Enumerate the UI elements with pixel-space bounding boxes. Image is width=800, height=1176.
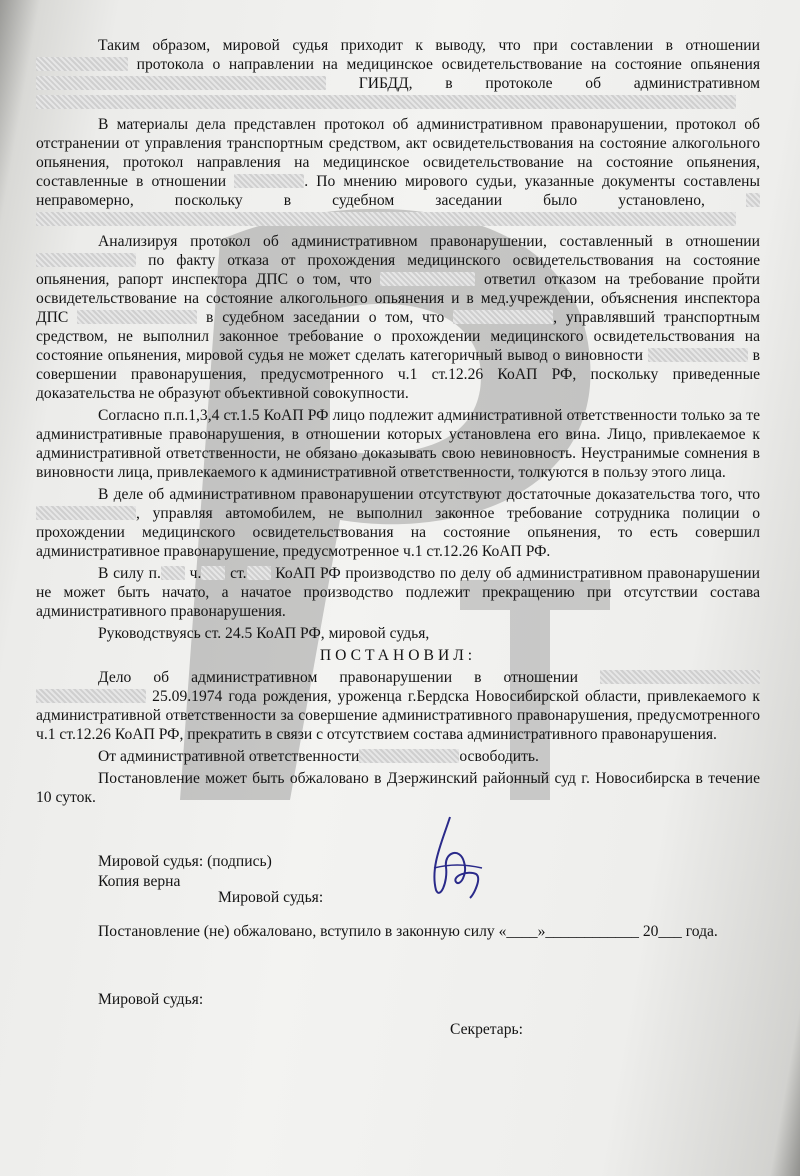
redaction	[36, 76, 326, 90]
text-segment: , управлявший транспортным средством, не выполнил законное требование о прохождении медицинского освидетельствования на состояние опьянения, мировой судья не может сделать категоричный вывод о виновности	[36, 309, 760, 364]
text-segment: ГИБДД, в протоколе об административном	[358, 75, 760, 92]
secretary-label: Секретарь:	[450, 1021, 523, 1038]
redaction	[359, 749, 459, 763]
judge-signed-line: Мировой судья: (подпись)	[98, 853, 272, 870]
text-segment: , управляя автомобилем, не выполнил законное требование сотрудника полиции о прохождении медицинского освидетельствования на состояние опьянения, то есть совершил административное правонарушение, предусмотренное ч.1 ст.12.26 КоАП РФ.	[36, 505, 760, 560]
text-segment: Анализируя протокол об административном правонарушении, составленный в отношении	[98, 233, 760, 250]
resolution-heading: ПОСТАНОВИЛ:	[319, 647, 477, 664]
document-body	[36, 36, 760, 810]
redaction	[36, 95, 736, 109]
text-segment: в совершении правонарушения, предусмотренного ч.1 ст.12.26 КоАП РФ, поскольку приведенные доказательства не образуют объективной совокупности.	[36, 347, 760, 402]
text-segment: протокола о направлении на медицинское освидетельствование на состояние опьянения	[136, 56, 760, 73]
redaction	[380, 272, 475, 286]
text-segment: ответил отказом на требование пройти освидетельствование на состояние алкогольного опьянения и в мед.учреждении, объяснения инспектора ДПС	[36, 271, 761, 326]
paragraph-5	[36, 485, 760, 561]
text-segment: Дело об административном правонарушении в отношении	[98, 669, 578, 686]
judge-signature	[420, 812, 490, 902]
redaction	[234, 174, 304, 188]
redaction	[161, 566, 185, 580]
redaction	[453, 310, 553, 324]
paragraph-4: Согласно п.п.1,3,4 ст.1.5 КоАП РФ лицо подлежит административной ответственности только за те административные правонарушения, в отношении которых установлена его вина. Лицо, привлекаемое к административной ответственности, не обязано доказывать свою невиновность. Неустранимые сомнения в виновности лица, привлекаемого к административной ответственности, толкуются в пользу этого лица.	[36, 407, 760, 481]
text-segment: В силу п.	[98, 565, 161, 582]
paragraph-8	[36, 668, 760, 744]
redaction	[36, 212, 736, 226]
text-segment: От административной ответственности	[98, 748, 360, 765]
paragraph-10: Постановление может быть обжаловано в Дзержинский районный суд г. Новосибирска в течение 10 суток.	[36, 770, 760, 806]
redaction	[201, 566, 225, 580]
text-segment: Таким образом, мировой судья приходит к выводу, что при составлении в отношении	[98, 37, 760, 54]
paragraph-6	[36, 564, 760, 621]
redaction	[36, 253, 136, 267]
redaction	[247, 566, 271, 580]
text-segment: ч.	[189, 565, 202, 582]
text-segment: В деле об административном правонарушении отсутствуют достаточные доказательства того, что	[98, 486, 760, 503]
paragraph-1	[36, 36, 760, 112]
text-segment: 25.09.1974 года рождения, уроженца г.Бердска Новосибирской области, привлекаемого к административной ответственности за совершение административного правонарушения, предусмотренного ч.1 ст.12.26 КоАП РФ, прекратить в связи с отсутствием состава административного правонарушения.	[36, 688, 760, 743]
paragraph-7: Руководствуясь ст. 24.5 КоАП РФ, мировой судья,	[98, 625, 430, 642]
redaction	[36, 506, 136, 520]
paragraph-3	[36, 232, 760, 403]
judge-label: Мировой судья:	[218, 889, 324, 906]
appeal-line: Постановление (не) обжаловано, вступило в законную силу «____»____________ 20___ года.	[98, 923, 718, 940]
redaction	[36, 689, 146, 703]
text-segment: В материалы дела представлен протокол об административном правонарушении, протокол об отстранении от управления транспортным средством, акт освидетельствования на состояние алкогольного опьянения, протокол направления на медицинское освидетельствование на состояние опьянения, составленные в отношении	[36, 116, 760, 190]
redaction	[648, 348, 748, 362]
text-segment: освободить.	[459, 748, 539, 765]
redaction	[746, 193, 760, 207]
text-segment: ст.	[230, 565, 247, 582]
copy-true-line: Копия верна	[98, 873, 181, 890]
judge-label-2: Мировой судья:	[98, 991, 204, 1008]
paragraph-2	[36, 115, 760, 229]
paragraph-9	[36, 747, 760, 766]
text-segment: КоАП РФ производство по делу об административном правонарушении не может быть начато, а начатое производство подлежит прекращению при отсутствии состава административного правонарушения.	[36, 565, 760, 620]
redaction	[77, 310, 197, 324]
text-segment: в судебном заседании о том, что	[206, 309, 445, 326]
text-segment: по факту отказа от прохождения медицинского освидетельствования на состояние опьянения, рапорт инспектора ДПС о том, что	[36, 252, 760, 288]
redaction	[36, 57, 128, 71]
text-segment: . По мнению мирового судьи, указанные документы составлены неправомерно, поскольку в судебном заседании было установлено,	[36, 173, 760, 209]
redaction	[600, 670, 760, 684]
